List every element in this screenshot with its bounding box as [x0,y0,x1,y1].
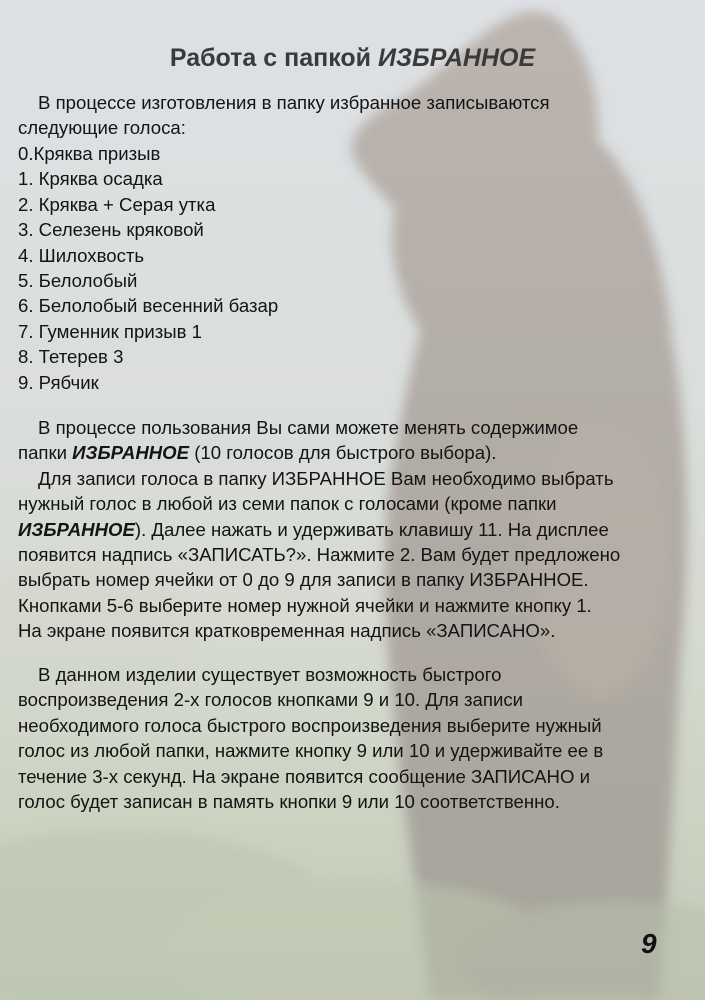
usage-line: В процессе пользования Вы сами можете менять содержимое [38,417,579,438]
usage-emphasis: ИЗБРАННОЕ [18,518,135,540]
title-text: Работа с папкой [169,44,378,72]
usage-text: ). Далее нажать и удерживать клавишу 11. На дисплее [134,518,609,540]
list-item: 0.Кряква призыв [18,143,161,164]
quick-line: воспроизведения 2-х голосов кнопками 9 и 10. Для записи [18,689,524,711]
intro-line: В процессе изготовления в папку избранное записываются [38,92,550,113]
quick-line: голос из любой папки, нажмите кнопку 9 или 10 и удерживайте ее в [18,740,604,762]
usage-line: нужный голос в любой из семи папок с голосами (кроме папки [18,493,557,515]
usage-emphasis: ИЗБРАННОЕ [72,442,190,464]
list-item: 4. Шилохвость [18,244,145,266]
voice-list [18,141,688,395]
quick-line: В данном изделии существует возможность быстрого [38,664,502,685]
usage-line [18,517,688,542]
quick-playback-paragraph [18,662,688,814]
usage-text: (10 голосов для быстрого выбора). [189,442,497,464]
intro-line: следующие голоса: [18,117,186,139]
list-item: 3. Селезень кряковой [18,219,204,241]
usage-line [18,440,688,465]
usage-line: Кнопками 5-6 выберите номер нужной ячейки и нажмите кнопку 1. [18,594,592,616]
quick-line: голос будет записан в память кнопки 9 или 10 соответственно. [18,791,560,813]
list-item: 1. Кряква осадка [18,168,163,190]
list-item: 7. Гуменник призыв 1 [18,320,203,342]
usage-line: На экране появится кратковременная надпись «ЗАПИСАНО». [18,620,556,642]
list-item: 6. Белолобый весенний базар [18,295,279,317]
list-item: 9. Рябчик [18,371,99,393]
list-item: 8. Тетерев 3 [18,346,124,368]
usage-paragraph [18,415,688,644]
list-item: 5. Белолобый [18,270,138,292]
usage-line: появится надпись «ЗАПИСАТЬ?». Нажмите 2. Вам будет предложено [18,544,621,566]
intro-paragraph [18,90,688,141]
usage-line: Для записи голоса в папку ИЗБРАННОЕ Вам необходимо выбрать [38,467,614,489]
usage-line: выбрать номер ячейки от 0 до 9 для записи в папку ИЗБРАННОЕ. [18,569,589,591]
quick-line: необходимого голоса быстрого воспроизведения выберите нужный [18,714,602,736]
page-title [0,44,705,73]
title-emphasis: ИЗБРАННОЕ [378,44,536,72]
page-number: 9 [641,928,657,959]
quick-line: течение 3-х секунд. На экране появится сообщение ЗАПИСАНО и [18,765,590,787]
usage-text: папки [18,442,73,464]
list-item: 2. Кряква + Серая утка [18,193,216,215]
